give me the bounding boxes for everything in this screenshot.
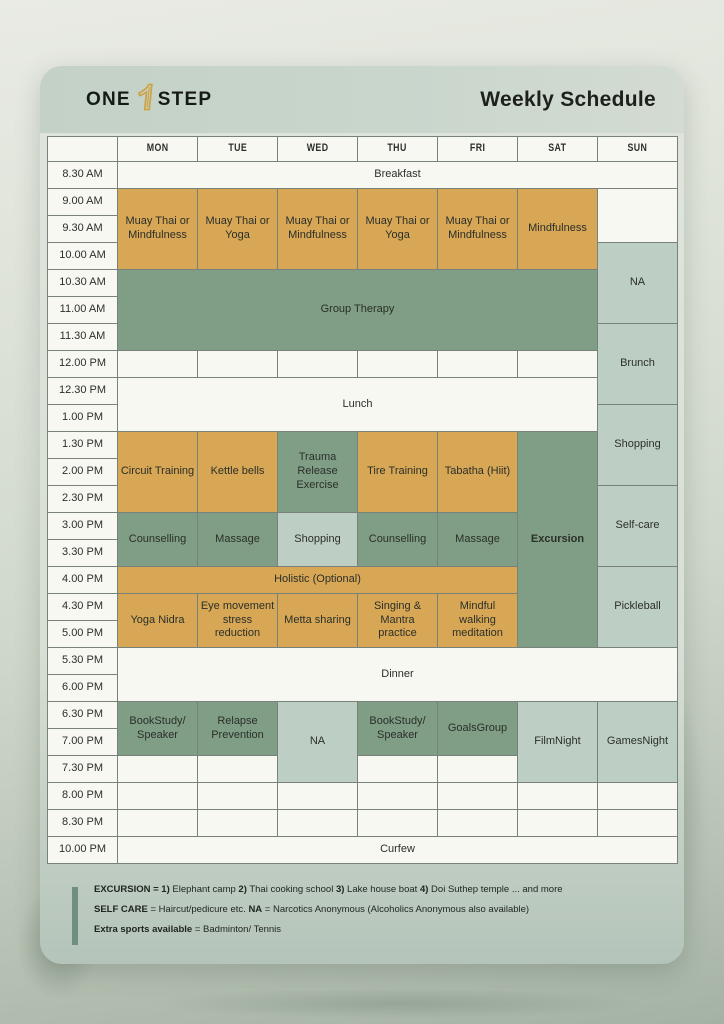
empty-cell (198, 810, 278, 837)
cell-bookstudy-speaker: BookStudy/ Speaker (118, 702, 198, 756)
empty-cell (358, 756, 438, 783)
time-label: 10.00 PM (48, 837, 118, 864)
cell-brunch: Brunch (598, 324, 678, 405)
time-label: 2.30 PM (48, 486, 118, 513)
time-label: 11.30 AM (48, 324, 118, 351)
schedule-card (40, 66, 684, 964)
cell-lunch: Lunch (118, 378, 598, 432)
card-header (40, 66, 684, 133)
empty-cell (438, 756, 518, 783)
cell-circuit-training: Circuit Training (118, 432, 198, 513)
legend-accent-bar (72, 887, 78, 945)
cell-counselling: Counselling (118, 513, 198, 567)
legend-line: EXCURSION = 1) Elephant camp 2) Thai cooking school 3) Lake house boat 4) Doi Suthep temple ... and more (94, 884, 563, 895)
cell-tabatha-hiit: Tabatha (Hiit) (438, 432, 518, 513)
empty-cell (598, 810, 678, 837)
time-label: 1.30 PM (48, 432, 118, 459)
cell-muay-thai-or-mindfulness: Muay Thai or Mindfulness (438, 189, 518, 270)
time-label: 10.30 AM (48, 270, 118, 297)
page-title: Weekly Schedule (480, 87, 656, 111)
cell-trauma-release-exercise: Trauma Release Exercise (278, 432, 358, 513)
empty-cell (438, 783, 518, 810)
empty-cell (518, 783, 598, 810)
time-label: 8.30 AM (48, 162, 118, 189)
day-header-wed: WED (278, 137, 358, 162)
time-label: 4.00 PM (48, 567, 118, 594)
empty-cell (278, 783, 358, 810)
time-label: 8.30 PM (48, 810, 118, 837)
empty-cell (198, 756, 278, 783)
cell-self-care: Self-care (598, 486, 678, 567)
corner-cell (48, 137, 118, 162)
day-header-sun: SUN (598, 137, 678, 162)
cell-na: NA (598, 243, 678, 324)
cell-dinner: Dinner (118, 648, 678, 702)
empty-cell (198, 351, 278, 378)
cell-na: NA (278, 702, 358, 783)
legend-line: SELF CARE = Haircut/pedicure etc. NA = Narcotics Anonymous (Alcoholics Anonymous also available) (94, 904, 530, 915)
time-label: 11.00 AM (48, 297, 118, 324)
day-header-fri: FRI (438, 137, 518, 162)
empty-cell (118, 351, 198, 378)
cell-kettle-bells: Kettle bells (198, 432, 278, 513)
day-header-thu: THU (358, 137, 438, 162)
cell-bookstudy-speaker: BookStudy/ Speaker (358, 702, 438, 756)
empty-cell (278, 351, 358, 378)
time-label: 6.30 PM (48, 702, 118, 729)
legend-text (94, 884, 563, 944)
time-label: 2.00 PM (48, 459, 118, 486)
one-step-logo (86, 83, 212, 117)
cell-breakfast: Breakfast (118, 162, 678, 189)
cell-massage: Massage (438, 513, 518, 567)
cell-eye-movement-stress-reduction: Eye movement stress reduction (198, 594, 278, 648)
cell-muay-thai-or-mindfulness: Muay Thai or Mindfulness (278, 189, 358, 270)
empty-cell (598, 783, 678, 810)
cell-muay-thai-or-yoga: Muay Thai or Yoga (358, 189, 438, 270)
cell-metta-sharing: Metta sharing (278, 594, 358, 648)
time-label: 10.00 AM (48, 243, 118, 270)
time-label: 9.00 AM (48, 189, 118, 216)
legend (72, 884, 563, 945)
cell-tire-training: Tire Training (358, 432, 438, 513)
cell-relapse-prevention: Relapse Prevention (198, 702, 278, 756)
empty-cell (518, 810, 598, 837)
empty-cell (438, 810, 518, 837)
cell-gamesnight: GamesNight (598, 702, 678, 783)
time-label: 3.30 PM (48, 540, 118, 567)
time-label: 12.00 PM (48, 351, 118, 378)
cell-mindful-walking-meditation: Mindful walking meditation (438, 594, 518, 648)
empty-cell (358, 351, 438, 378)
empty-cell (518, 351, 598, 378)
cell-empty (598, 189, 678, 243)
empty-cell (118, 810, 198, 837)
time-label: 6.00 PM (48, 675, 118, 702)
cell-yoga-nidra: Yoga Nidra (118, 594, 198, 648)
cell-pickleball: Pickleball (598, 567, 678, 648)
time-label: 4.30 PM (48, 594, 118, 621)
logo-one-text: ONE (86, 88, 131, 110)
empty-cell (118, 756, 198, 783)
day-header-mon: MON (118, 137, 198, 162)
logo-numeral-icon (136, 83, 153, 117)
cell-muay-thai-or-mindfulness: Muay Thai or Mindfulness (118, 189, 198, 270)
time-label: 8.00 PM (48, 783, 118, 810)
time-label: 9.30 AM (48, 216, 118, 243)
time-label: 5.00 PM (48, 621, 118, 648)
time-label: 12.30 PM (48, 378, 118, 405)
cell-goalsgroup: GoalsGroup (438, 702, 518, 756)
cell-filmnight: FilmNight (518, 702, 598, 783)
time-label: 3.00 PM (48, 513, 118, 540)
cell-singing-mantra-practice: Singing & Mantra practice (358, 594, 438, 648)
cell-shopping: Shopping (278, 513, 358, 567)
cell-group-therapy: Group Therapy (118, 270, 598, 351)
cell-massage: Massage (198, 513, 278, 567)
cell-mindfulness: Mindfulness (518, 189, 598, 270)
time-label: 7.30 PM (48, 756, 118, 783)
empty-cell (278, 810, 358, 837)
empty-cell (358, 783, 438, 810)
cell-curfew: Curfew (118, 837, 678, 864)
empty-cell (438, 351, 518, 378)
cell-counselling: Counselling (358, 513, 438, 567)
time-label: 1.00 PM (48, 405, 118, 432)
cell-excursion: Excursion (518, 432, 598, 648)
empty-cell (198, 783, 278, 810)
time-label: 7.00 PM (48, 729, 118, 756)
cell-shopping: Shopping (598, 405, 678, 486)
time-label: 5.30 PM (48, 648, 118, 675)
legend-line: Extra sports available = Badminton/ Tennis (94, 924, 282, 935)
cell-holistic-optional: Holistic (Optional) (118, 567, 518, 594)
day-header-tue: TUE (198, 137, 278, 162)
schedule-table (47, 136, 678, 864)
empty-cell (358, 810, 438, 837)
logo-step-text: STEP (157, 88, 213, 110)
empty-cell (118, 783, 198, 810)
day-header-sat: SAT (518, 137, 598, 162)
cell-muay-thai-or-yoga: Muay Thai or Yoga (198, 189, 278, 270)
